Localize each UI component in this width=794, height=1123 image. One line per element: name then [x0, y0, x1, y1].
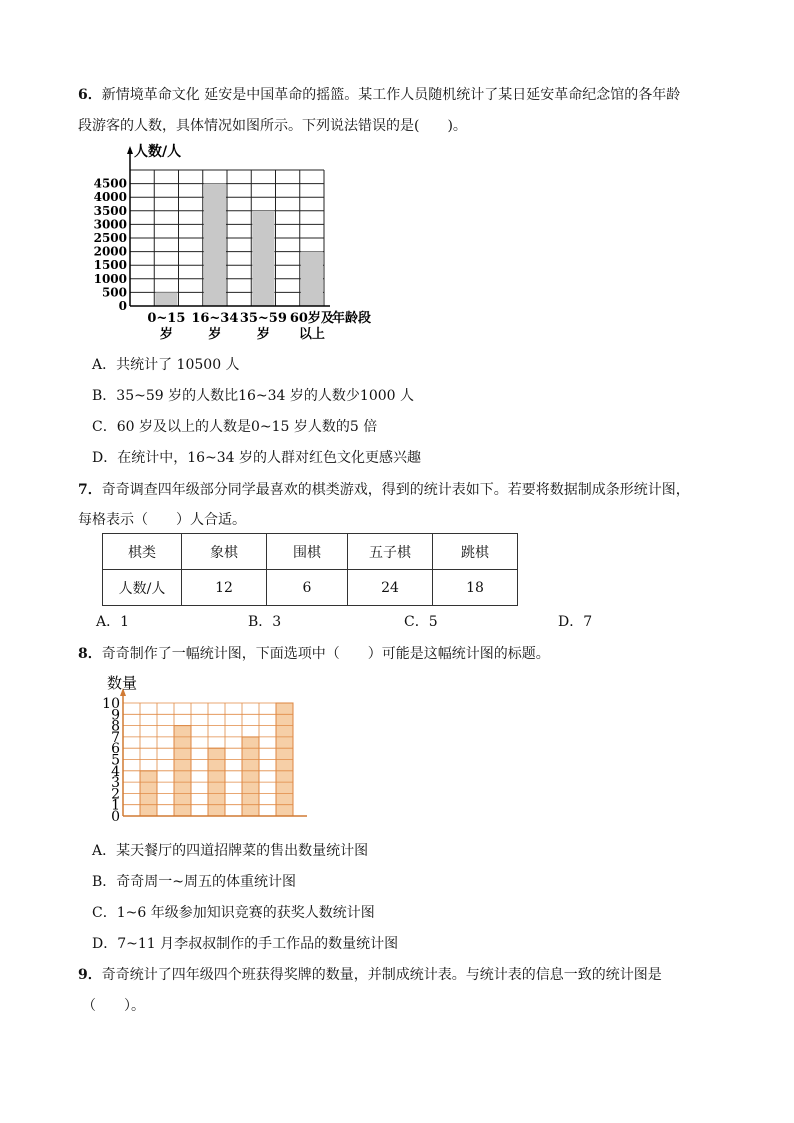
y-tick-label: 3000 — [93, 217, 127, 232]
q7-stem-1: 奇奇调查四年级部分同学最喜欢的棋类游戏，得到的统计表如下。若要将数据制成条形统计图， — [101, 482, 690, 498]
table-cell: 跳棋 — [433, 534, 518, 570]
q6-number: 6． — [78, 87, 102, 103]
table-row — [103, 570, 518, 606]
q7-text-line1 — [78, 479, 690, 499]
x-tick-label: 60岁及 — [289, 311, 334, 326]
q8-number: 8． — [78, 646, 102, 662]
table-header-row — [103, 534, 518, 570]
y-tick-label: 4500 — [93, 176, 127, 191]
y-tick-label: 8 — [111, 718, 120, 735]
y-tick-label: 3500 — [93, 203, 127, 218]
q8-option-b[interactable]: B．奇奇周一~周五的体重统计图 — [92, 874, 297, 890]
y-tick-label: 0 — [111, 809, 120, 825]
x-tick-label: 16~34 — [191, 311, 239, 326]
q8-option-c[interactable]: C．1~6 年级参加知识竞赛的获奖人数统计图 — [92, 905, 375, 921]
q9-text-line1 — [78, 964, 662, 984]
table-cell: 6 — [267, 570, 348, 606]
y-tick-label: 4 — [111, 763, 120, 780]
x-tick-label: 岁 — [256, 327, 270, 342]
y-tick-label: 3 — [111, 775, 120, 792]
q6-stem-2: 段游客的人数，具体情况如图所示。下列说法错误的是( )。 — [78, 118, 467, 134]
bar-4 — [242, 737, 259, 816]
x-tick-label: 岁 — [208, 327, 222, 342]
q6-stem-1: 新情境革命文化 延安是中国革命的摇篮。某工作人员随机统计了某日延安革命纪念馆的各年龄 — [101, 87, 681, 103]
q6-option-c[interactable]: C．60 岁及以上的人数是0~15 岁人数的5 倍 — [92, 419, 378, 435]
y-axis-label: 人数/人 — [134, 144, 182, 160]
table-cell: 人数/人 — [103, 570, 182, 606]
y-axis-arrow — [127, 146, 133, 154]
y-tick-label: 5 — [111, 752, 120, 769]
q6-text-line1 — [78, 84, 680, 104]
y-tick-label: 1 — [111, 797, 120, 814]
table-cell: 12 — [182, 570, 267, 606]
y-tick-label: 4000 — [93, 190, 127, 205]
q7-stem-2: 每格表示（ ）人合适。 — [78, 512, 246, 528]
bar-16~34 — [204, 184, 226, 306]
q8-option-d[interactable]: D．7~11 月李叔叔制作的手工作品的数量统计图 — [92, 936, 399, 952]
y-tick-label: 1000 — [93, 271, 127, 286]
age-group-bar-chart — [93, 140, 400, 345]
q9-stem-2: （ ）。 — [82, 998, 145, 1014]
table-cell: 18 — [433, 570, 518, 606]
q7-option-d[interactable]: D．7 — [558, 614, 593, 630]
q9-number: 9． — [78, 967, 102, 983]
q6-option-b[interactable]: B．35~59 岁的人数比16~34 岁的人数少1000 人 — [92, 388, 414, 404]
table-cell: 棋类 — [103, 534, 182, 570]
table-cell: 围棋 — [267, 534, 348, 570]
chess-survey-table — [102, 533, 518, 606]
q9-stem-1: 奇奇统计了四年级四个班获得奖牌的数量，并制成统计表。与统计表的信息一致的统计图是 — [101, 967, 662, 983]
y-tick-label: 7 — [111, 729, 120, 746]
quantity-bar-chart — [95, 670, 315, 828]
y-tick-label: 2000 — [93, 244, 127, 259]
y-tick-label: 1500 — [93, 258, 127, 273]
q7-number: 7． — [78, 482, 102, 498]
y-tick-label: 2 — [111, 786, 120, 803]
bar-0~15 — [155, 292, 177, 306]
table-cell: 象棋 — [182, 534, 267, 570]
x-tick-label: 以上 — [298, 327, 325, 342]
q8-option-a[interactable]: A．某天餐厅的四道招牌菜的售出数量统计图 — [92, 843, 369, 859]
x-tick-label: 35~59 — [239, 311, 287, 326]
q7-option-c[interactable]: C．5 — [404, 614, 438, 630]
q6-option-d[interactable]: D．在统计中，16~34 岁的人群对红色文化更感兴趣 — [92, 450, 422, 466]
y-axis-label: 数量 — [107, 674, 138, 692]
q6-option-a[interactable]: A．共统计了 10500 人 — [92, 357, 240, 373]
y-tick-label: 9 — [111, 707, 120, 724]
bar-35~59 — [252, 211, 274, 306]
y-tick-label: 0 — [118, 299, 127, 313]
y-tick-label: 2500 — [93, 231, 127, 245]
x-tick-label: 0~15 — [147, 311, 186, 326]
x-axis-label: 年龄段 — [332, 311, 372, 326]
q8-stem: 奇奇制作了一幅统计图，下面选项中（ ）可能是这幅统计图的标题。 — [101, 646, 550, 662]
y-tick-label: 500 — [101, 285, 127, 300]
q7-option-b[interactable]: B．3 — [248, 614, 282, 630]
y-tick-label: 6 — [111, 741, 120, 758]
table-cell: 24 — [348, 570, 433, 606]
table-cell: 五子棋 — [348, 534, 433, 570]
y-tick-label: 10 — [102, 696, 120, 712]
bar-60岁及 — [301, 252, 323, 306]
q8-text-line1 — [78, 643, 550, 663]
x-tick-label: 岁 — [159, 327, 173, 342]
q7-option-a[interactable]: A．1 — [96, 614, 130, 630]
